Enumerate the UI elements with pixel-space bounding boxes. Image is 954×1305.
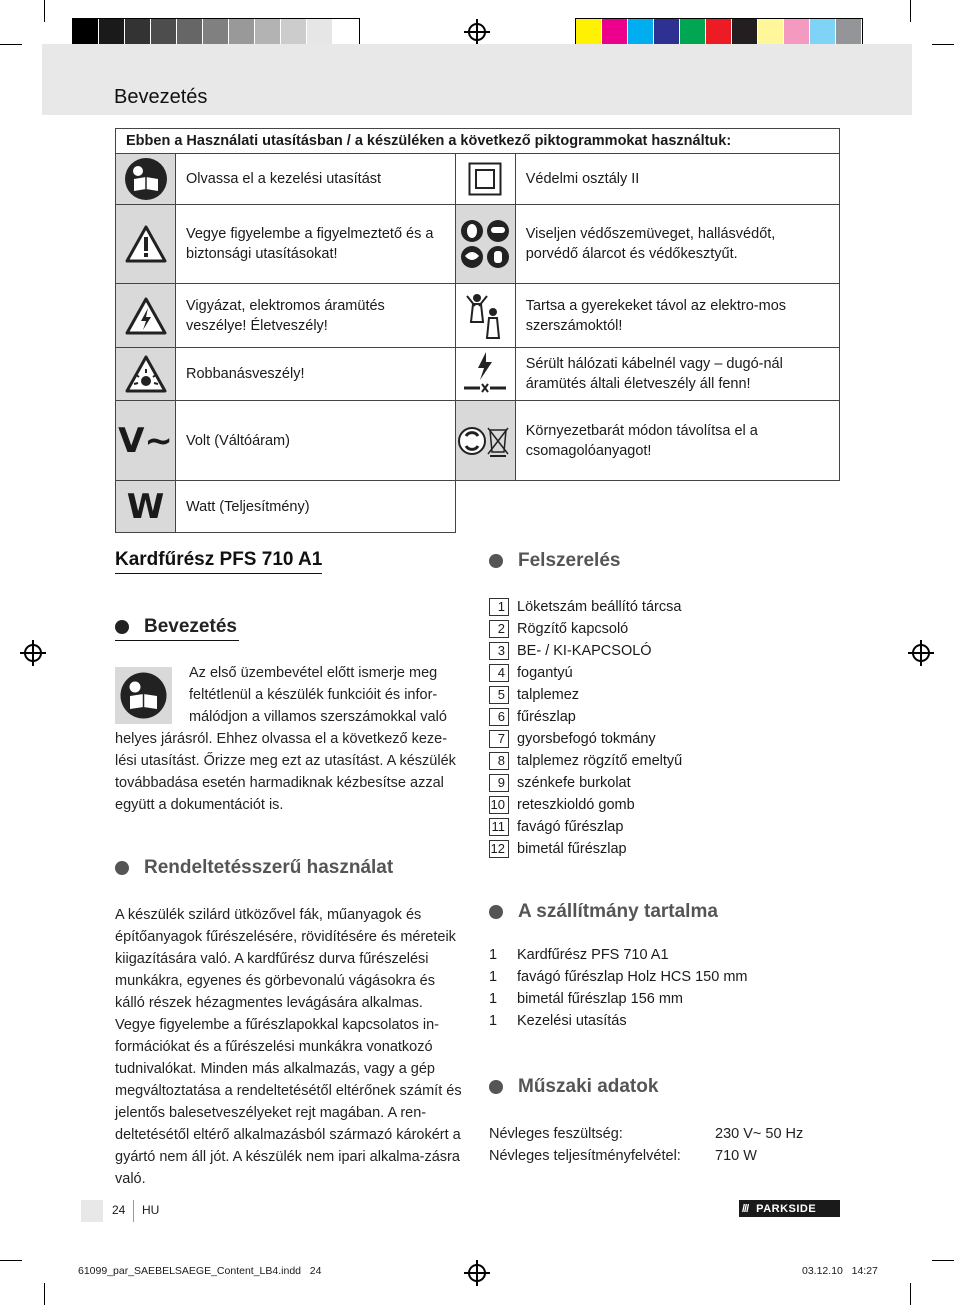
pictogram-table-heading: Ebben a Használati utasításban / a készüléken a következő piktogrammokat használtuk: [116, 129, 840, 154]
watt-symbol: W [126, 486, 165, 527]
color-swatch [73, 19, 99, 47]
part-number: 10 [489, 796, 509, 814]
delivery-title: A szállítmány tartalma [518, 901, 718, 922]
assembly-item [489, 774, 631, 792]
intro-lines [189, 662, 469, 728]
part-label: bimetál fűrészlap [517, 841, 627, 857]
warning-triangle-icon [116, 205, 176, 284]
assembly-item [489, 642, 652, 660]
part-label: BE- / KI-KAPCSOLÓ [517, 643, 652, 659]
part-number: 8 [489, 752, 509, 770]
color-swatch [784, 19, 810, 47]
part-label: favágó fűrészlap [517, 819, 624, 835]
intro-title: Bevezetés [144, 616, 237, 637]
spec-value: 710 W [715, 1148, 757, 1164]
print-date: 03.12.10 14:27 [802, 1265, 878, 1277]
intro-line: feltétlenül a készülék funkcióit és infor- [189, 687, 438, 703]
pictogram-label: Robbanásveszély! [176, 348, 456, 401]
spec-label: Névleges teljesítményfelvétel: [489, 1148, 681, 1164]
bullet-icon [489, 554, 503, 568]
color-swatch [706, 19, 732, 47]
color-swatch [281, 19, 307, 47]
intro-line: málódjon a villamos szerszámokkal való [189, 709, 447, 725]
color-swatch [307, 19, 333, 47]
crop-mark [0, 44, 22, 45]
crop-mark [44, 1283, 45, 1305]
color-swatch [810, 19, 836, 47]
spec-value: 230 V~ 50 Hz [715, 1126, 804, 1142]
delivery-qty: 1 [489, 947, 498, 963]
crop-mark [932, 44, 954, 45]
damaged-cable-icon [455, 348, 515, 401]
color-swatch [177, 19, 203, 47]
delivery-label: Kezelési utasítás [517, 1013, 627, 1029]
part-label: Löketszám beállító tárcsa [517, 599, 682, 615]
assembly-item [489, 730, 656, 748]
registration-mark-icon [912, 644, 930, 662]
part-label: szénkefe burkolat [517, 775, 631, 791]
specs-title: Műszaki adatok [518, 1076, 659, 1097]
protective-gear-icon [455, 205, 515, 284]
intended-use-text: A készülék szilárd ütközővel fák, műanyagok és építőanyagok fűrészelésére, rövidítésére és méreteik kiigazítására való. A kardfűrész durva fűrészelési munkákra, egyenes és görbevonalú vágásokra és kálló részek hézagmentes levágására alkalmas. Vegye figyelembe a fűrészlapokkal kapcsolatos in-formációkat és a fűrészelési munkákra vonatkozó tudnivalókat. Minden más alkalmazás, vagy a gép megváltoztatása a rendeltetésétől eltérőnek számít és jelentős balesetveszélyeket rejt magában. A ren-deltetésétől eltérő alkalmazásból származó károkért a gyártó nem áll jót. A készülék nem ipari alkalma-zásra való. [115, 907, 462, 1187]
registration-mark-icon [468, 23, 486, 41]
delivery-heading [489, 901, 718, 923]
crop-mark [44, 0, 45, 22]
volt-ac-symbol: V~ [118, 420, 173, 461]
logo-stripes-icon: /// [742, 1202, 749, 1215]
pictogram-label: Olvassa el a kezelési utasítást [176, 154, 456, 205]
delivery-label: Kardfűrész PFS 710 A1 [517, 947, 669, 963]
pictogram-label: Viseljen védőszemüveget, hallásvédőt, porvédő álarcot és védőkesztyűt. [515, 205, 839, 284]
protection-class-ii-icon [455, 154, 515, 205]
color-swatch [255, 19, 281, 47]
part-number: 2 [489, 620, 509, 638]
page-number-box [81, 1200, 103, 1222]
assembly-item [489, 686, 579, 704]
crop-mark [0, 1260, 22, 1261]
color-swatch [151, 19, 177, 47]
registration-mark-icon [24, 644, 42, 662]
color-swatch [602, 19, 628, 47]
color-swatch [680, 19, 706, 47]
crop-mark [910, 1283, 911, 1305]
assembly-title: Felszerelés [518, 550, 621, 571]
explosion-icon [116, 348, 176, 401]
crop-mark [910, 0, 911, 22]
delivery-label: favágó fűrészlap Holz HCS 150 mm [517, 969, 748, 985]
part-label: talplemez rögzítő emeltyű [517, 753, 683, 769]
intended-use-title: Rendeltetésszerű használat [144, 857, 394, 878]
color-swatch [576, 19, 602, 47]
watt-icon [116, 481, 176, 533]
read-manual-icon [115, 667, 172, 724]
product-title: Kardfűrész PFS 710 A1 [115, 549, 322, 574]
read-manual-icon [116, 154, 176, 205]
part-number: 3 [489, 642, 509, 660]
part-label: Rögzítő kapcsoló [517, 621, 629, 637]
part-label: reteszkioldó gomb [517, 797, 635, 813]
bullet-icon [115, 620, 129, 634]
intro-line: Az első üzembevétel előtt ismerje meg [189, 665, 438, 681]
part-number: 12 [489, 840, 509, 858]
delivery-item [489, 991, 683, 1007]
color-swatch [628, 19, 654, 47]
color-swatch [125, 19, 151, 47]
bullet-icon [115, 861, 129, 875]
color-swatch [203, 19, 229, 47]
assembly-item [489, 708, 576, 726]
brand-name: PARKSIDE [756, 1202, 817, 1215]
color-swatch [229, 19, 255, 47]
pictogram-label: Védelmi osztály II [515, 154, 839, 205]
assembly-item [489, 796, 635, 814]
specs-heading [489, 1076, 658, 1098]
intro-heading [115, 616, 239, 641]
part-number: 1 [489, 598, 509, 616]
file-info: 61099_par_SAEBELSAEGE_Content_LB4.indd 24 [78, 1265, 322, 1277]
assembly-item [489, 840, 627, 858]
part-number: 5 [489, 686, 509, 704]
part-label: gyorsbefogó tokmány [517, 731, 656, 747]
intro-text: helyes járásról. Ehhez olvassa el a következő keze-lési utasítást. Őrizze meg ezt az utasítást. A készülék továbbadása esetén harmadiknak kézbesítse azzal együtt a dokumentációt is. [115, 731, 456, 813]
part-number: 4 [489, 664, 509, 682]
pictogram-label: Sérült hálózati kábelnél vagy – dugó-nál áramütés általi életveszély áll fenn! [515, 348, 839, 401]
part-number: 6 [489, 708, 509, 726]
color-swatch [654, 19, 680, 47]
parkside-logo [739, 1200, 840, 1217]
part-number: 11 [489, 818, 509, 836]
footer-divider [133, 1200, 134, 1222]
keep-children-away-icon [455, 284, 515, 348]
color-swatch [732, 19, 758, 47]
assembly-item [489, 664, 573, 682]
volt-ac-icon [116, 401, 176, 481]
pictogram-label: Vigyázat, elektromos áramütés veszélye! Életveszély! [176, 284, 456, 348]
part-label: talplemez [517, 687, 580, 703]
recycle-icon [455, 401, 515, 481]
color-swatch [99, 19, 125, 47]
pictogram-table [115, 128, 840, 533]
delivery-qty: 1 [489, 991, 498, 1007]
color-swatch [758, 19, 784, 47]
color-swatch [333, 19, 359, 47]
delivery-item [489, 947, 669, 963]
delivery-item [489, 1013, 627, 1029]
assembly-item [489, 818, 623, 836]
crop-mark [932, 1260, 954, 1261]
electric-shock-icon [116, 284, 176, 348]
delivery-item [489, 969, 748, 985]
pictogram-label: Vegye figyelembe a figyelmeztető és a biztonsági utasításokat! [176, 205, 456, 284]
pictogram-label: Watt (Teljesítmény) [176, 481, 456, 533]
bullet-icon [489, 1080, 503, 1094]
spec-label: Névleges feszültség: [489, 1126, 623, 1142]
assembly-item [489, 752, 682, 770]
part-number: 7 [489, 730, 509, 748]
intended-use-heading [115, 857, 393, 879]
assembly-heading [489, 550, 620, 572]
pictogram-label: Környezetbarát módon távolítsa el a csomagolóanyagot! [515, 401, 839, 481]
part-label: fogantyú [517, 665, 573, 681]
bullet-icon [489, 905, 503, 919]
pictogram-label: Tartsa a gyerekeket távol az elektro-mos szerszámoktól! [515, 284, 839, 348]
pictogram-label: Volt (Váltóáram) [176, 401, 456, 481]
page-number: 24 [112, 1203, 126, 1217]
delivery-qty: 1 [489, 1013, 498, 1029]
assembly-item [489, 620, 628, 638]
delivery-label: bimetál fűrészlap 156 mm [517, 991, 684, 1007]
color-swatch [836, 19, 862, 47]
page-title: Bevezetés [114, 86, 208, 108]
delivery-qty: 1 [489, 969, 498, 985]
part-number: 9 [489, 774, 509, 792]
part-label: fűrészlap [517, 709, 576, 725]
language-code: HU [142, 1203, 160, 1217]
assembly-item [489, 598, 681, 616]
registration-mark-icon [468, 1264, 486, 1282]
